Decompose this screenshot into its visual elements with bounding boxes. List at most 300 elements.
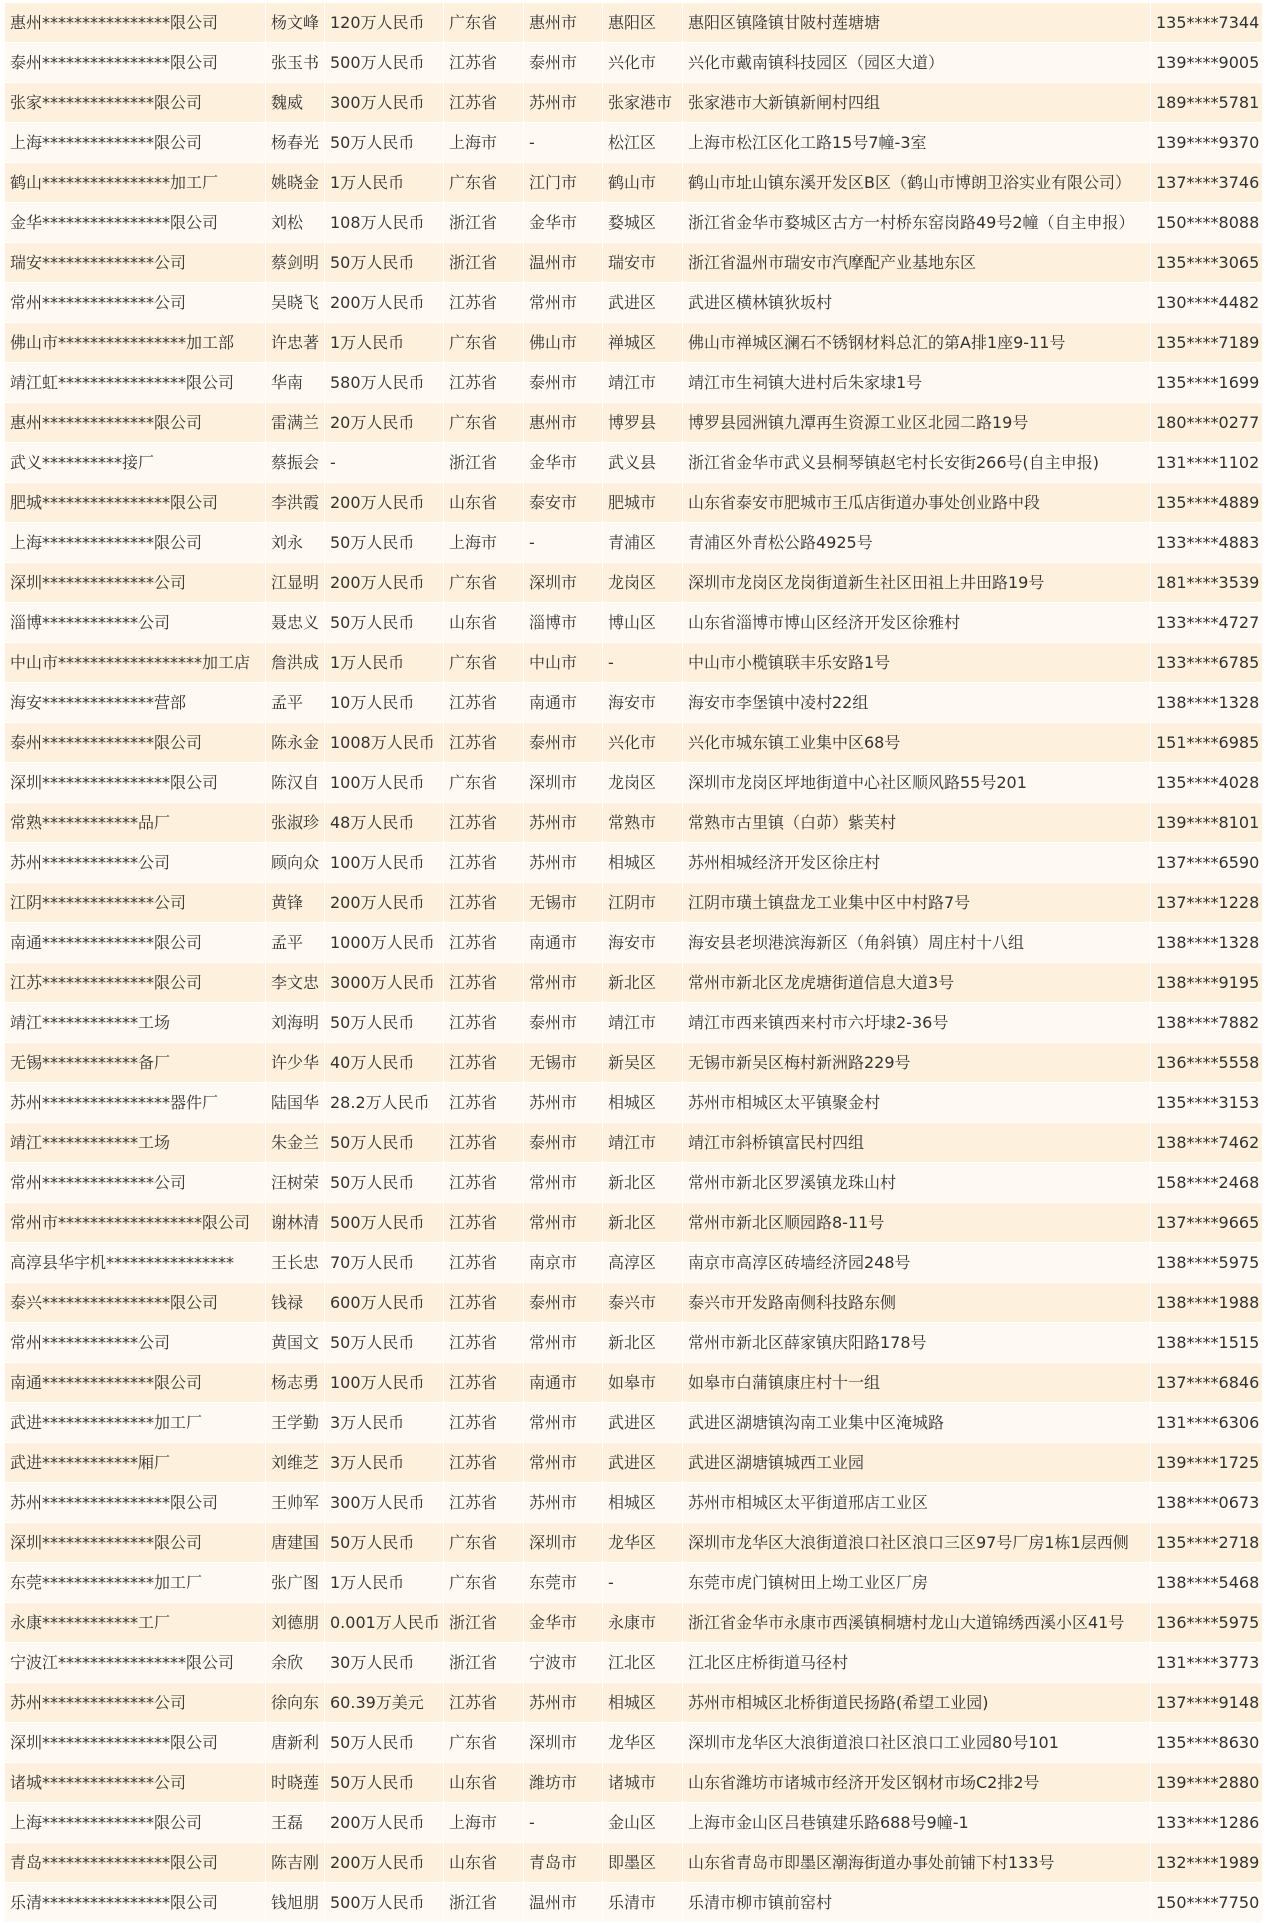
phone-cell: 133****1286 <box>1151 1803 1262 1843</box>
registered-capital-cell: 120万人民币 <box>325 3 444 43</box>
phone-cell: 139****1725 <box>1151 1443 1262 1483</box>
legal-person-cell: 江显明 <box>266 563 325 603</box>
company-name-cell: 张家**************限公司 <box>5 83 266 123</box>
legal-person-cell: 谢林清 <box>266 1203 325 1243</box>
table-row <box>5 163 1277 203</box>
city-cell: 金华市 <box>524 1603 603 1643</box>
table-row <box>5 1163 1277 1203</box>
district-cell: 新北区 <box>603 1163 683 1203</box>
table-row <box>5 1483 1277 1523</box>
legal-person-cell: 朱金兰 <box>266 1123 325 1163</box>
table-row <box>5 523 1277 563</box>
province-cell: 浙江省 <box>444 203 524 243</box>
company-name-cell: 靖江************工场 <box>5 1123 266 1163</box>
registered-capital-cell: 50万人民币 <box>325 243 444 283</box>
district-cell: 禅城区 <box>603 323 683 363</box>
registered-capital-cell: 50万人民币 <box>325 1763 444 1803</box>
city-cell: 江门市 <box>524 163 603 203</box>
address-cell: 泰兴市开发路南侧科技路东侧 <box>683 1283 1151 1323</box>
registered-capital-cell: 1000万人民币 <box>325 923 444 963</box>
registered-capital-cell: 500万人民币 <box>325 43 444 83</box>
district-cell: 江阴市 <box>603 883 683 923</box>
table-row <box>5 3 1277 43</box>
company-name-cell: 泰兴****************限公司 <box>5 1283 266 1323</box>
district-cell: 婺城区 <box>603 203 683 243</box>
district-cell: 靖江市 <box>603 363 683 403</box>
phone-cell: 139****9005 <box>1151 43 1262 83</box>
address-cell: 武进区湖塘镇沟南工业集中区淹城路 <box>683 1403 1151 1443</box>
registered-capital-cell: 100万人民币 <box>325 1363 444 1403</box>
address-cell: 苏州相城经济开发区徐庄村 <box>683 843 1151 883</box>
phone-cell: 131****1102 <box>1151 443 1262 483</box>
company-name-cell: 上海**************限公司 <box>5 123 266 163</box>
district-cell: 即墨区 <box>603 1843 683 1883</box>
phone-cell: 151****6985 <box>1151 723 1262 763</box>
address-cell: 靖江市斜桥镇富民村四组 <box>683 1123 1151 1163</box>
district-cell: 如皋市 <box>603 1363 683 1403</box>
table-row <box>5 1643 1277 1683</box>
district-cell: 相城区 <box>603 843 683 883</box>
province-cell: 广东省 <box>444 3 524 43</box>
legal-person-cell: 刘永 <box>266 523 325 563</box>
province-cell: 江苏省 <box>444 1043 524 1083</box>
legal-person-cell: 黄锋 <box>266 883 325 923</box>
phone-cell: 138****7462 <box>1151 1123 1262 1163</box>
table-row <box>5 1523 1277 1563</box>
table-row <box>5 1123 1277 1163</box>
registered-capital-cell: 500万人民币 <box>325 1203 444 1243</box>
registered-capital-cell: 300万人民币 <box>325 1483 444 1523</box>
company-table <box>5 3 1277 1923</box>
legal-person-cell: 顾向众 <box>266 843 325 883</box>
district-cell: 乐清市 <box>603 1883 683 1923</box>
company-name-cell: 金华****************限公司 <box>5 203 266 243</box>
address-cell: 苏州市相城区太平镇聚金村 <box>683 1083 1151 1123</box>
district-cell: 诸城市 <box>603 1763 683 1803</box>
company-name-cell: 乐清****************限公司 <box>5 1883 266 1923</box>
district-cell: 龙岗区 <box>603 563 683 603</box>
district-cell: 兴化市 <box>603 723 683 763</box>
district-cell: 相城区 <box>603 1683 683 1723</box>
legal-person-cell: 唐新利 <box>266 1723 325 1763</box>
table-row <box>5 923 1277 963</box>
registered-capital-cell: 30万人民币 <box>325 1643 444 1683</box>
district-cell: 靖江市 <box>603 1123 683 1163</box>
legal-person-cell: 时晓莲 <box>266 1763 325 1803</box>
province-cell: 江苏省 <box>444 1483 524 1523</box>
table-row <box>5 803 1277 843</box>
province-cell: 上海市 <box>444 123 524 163</box>
city-cell: 宁波市 <box>524 1643 603 1683</box>
province-cell: 江苏省 <box>444 843 524 883</box>
province-cell: 广东省 <box>444 763 524 803</box>
city-cell: 苏州市 <box>524 1483 603 1523</box>
province-cell: 江苏省 <box>444 363 524 403</box>
city-cell: 泰州市 <box>524 1283 603 1323</box>
address-cell: 江阴市璜土镇盘龙工业集中区中村路7号 <box>683 883 1151 923</box>
city-cell: 常州市 <box>524 1163 603 1203</box>
phone-cell: 133****4883 <box>1151 523 1262 563</box>
phone-cell: 137****6846 <box>1151 1363 1262 1403</box>
legal-person-cell: 陈汉自 <box>266 763 325 803</box>
city-cell: 常州市 <box>524 963 603 1003</box>
table-row <box>5 1363 1277 1403</box>
company-name-cell: 泰州****************限公司 <box>5 43 266 83</box>
table-row <box>5 1843 1277 1883</box>
company-name-cell: 武进************厢厂 <box>5 1443 266 1483</box>
table-row <box>5 1283 1277 1323</box>
company-name-cell: 苏州**************公司 <box>5 1683 266 1723</box>
address-cell: 海安市李堡镇中凌村22组 <box>683 683 1151 723</box>
registered-capital-cell: - <box>325 443 444 483</box>
phone-cell: 135****4889 <box>1151 483 1262 523</box>
district-cell: 龙华区 <box>603 1523 683 1563</box>
address-cell: 乐清市柳市镇前窑村 <box>683 1883 1151 1923</box>
registered-capital-cell: 1万人民币 <box>325 163 444 203</box>
address-cell: 山东省淄博市博山区经济开发区徐雅村 <box>683 603 1151 643</box>
district-cell: 靖江市 <box>603 1003 683 1043</box>
legal-person-cell: 张淑珍 <box>266 803 325 843</box>
company-name-cell: 武进**************加工厂 <box>5 1403 266 1443</box>
table-row <box>5 203 1277 243</box>
province-cell: 江苏省 <box>444 1283 524 1323</box>
registered-capital-cell: 1万人民币 <box>325 1563 444 1603</box>
legal-person-cell: 唐建国 <box>266 1523 325 1563</box>
table-row <box>5 603 1277 643</box>
registered-capital-cell: 200万人民币 <box>325 563 444 603</box>
address-cell: 上海市松江区化工路15号7幢-3室 <box>683 123 1151 163</box>
company-name-cell: 东莞**************加工厂 <box>5 1563 266 1603</box>
legal-person-cell: 孟平 <box>266 923 325 963</box>
company-name-cell: 上海**************限公司 <box>5 1803 266 1843</box>
district-cell: 肥城市 <box>603 483 683 523</box>
city-cell: 泰州市 <box>524 723 603 763</box>
registered-capital-cell: 50万人民币 <box>325 1123 444 1163</box>
address-cell: 浙江省金华市婺城区古方一村桥东窑岗路49号2幢（自主申报） <box>683 203 1151 243</box>
phone-cell: 138****1988 <box>1151 1283 1262 1323</box>
company-name-cell: 江阴**************公司 <box>5 883 266 923</box>
registered-capital-cell: 1万人民币 <box>325 643 444 683</box>
table-row <box>5 243 1277 283</box>
company-name-cell: 鹤山****************加工厂 <box>5 163 266 203</box>
phone-cell: 135****1699 <box>1151 363 1262 403</box>
phone-cell: 137****9665 <box>1151 1203 1262 1243</box>
registered-capital-cell: 1008万人民币 <box>325 723 444 763</box>
address-cell: 苏州市相城区太平街道邢店工业区 <box>683 1483 1151 1523</box>
legal-person-cell: 许忠著 <box>266 323 325 363</box>
district-cell: 武进区 <box>603 1443 683 1483</box>
address-cell: 兴化市戴南镇科技园区（园区大道） <box>683 43 1151 83</box>
registered-capital-cell: 50万人民币 <box>325 1723 444 1763</box>
registered-capital-cell: 200万人民币 <box>325 1803 444 1843</box>
district-cell: 相城区 <box>603 1483 683 1523</box>
district-cell: 相城区 <box>603 1083 683 1123</box>
company-name-cell: 深圳**************公司 <box>5 563 266 603</box>
province-cell: 浙江省 <box>444 443 524 483</box>
company-name-cell: 深圳**************限公司 <box>5 1523 266 1563</box>
phone-cell: 138****1515 <box>1151 1323 1262 1363</box>
city-cell: 深圳市 <box>524 1523 603 1563</box>
province-cell: 山东省 <box>444 1763 524 1803</box>
table-row <box>5 443 1277 483</box>
legal-person-cell: 刘海明 <box>266 1003 325 1043</box>
district-cell: 新北区 <box>603 1323 683 1363</box>
registered-capital-cell: 200万人民币 <box>325 883 444 923</box>
legal-person-cell: 陈永金 <box>266 723 325 763</box>
province-cell: 上海市 <box>444 523 524 563</box>
company-name-cell: 中山市******************加工店 <box>5 643 266 683</box>
table-row <box>5 963 1277 1003</box>
phone-cell: 131****3773 <box>1151 1643 1262 1683</box>
legal-person-cell: 张广图 <box>266 1563 325 1603</box>
phone-cell: 135****2718 <box>1151 1523 1262 1563</box>
legal-person-cell: 杨文峰 <box>266 3 325 43</box>
table-row <box>5 563 1277 603</box>
province-cell: 江苏省 <box>444 1403 524 1443</box>
city-cell: 惠州市 <box>524 3 603 43</box>
table-row <box>5 323 1277 363</box>
registered-capital-cell: 580万人民币 <box>325 363 444 403</box>
registered-capital-cell: 10万人民币 <box>325 683 444 723</box>
city-cell: - <box>524 1803 603 1843</box>
company-name-cell: 武义**********接厂 <box>5 443 266 483</box>
table-row <box>5 1883 1277 1923</box>
province-cell: 山东省 <box>444 603 524 643</box>
district-cell: 金山区 <box>603 1803 683 1843</box>
phone-cell: 130****4482 <box>1151 283 1262 323</box>
district-cell: 新吴区 <box>603 1043 683 1083</box>
phone-cell: 138****1328 <box>1151 923 1262 963</box>
province-cell: 江苏省 <box>444 1083 524 1123</box>
company-name-cell: 宁波江****************限公司 <box>5 1643 266 1683</box>
address-cell: 常州市新北区薛家镇庆阳路178号 <box>683 1323 1151 1363</box>
registered-capital-cell: 0.001万人民币 <box>325 1603 444 1643</box>
registered-capital-cell: 50万人民币 <box>325 1003 444 1043</box>
province-cell: 江苏省 <box>444 1363 524 1403</box>
legal-person-cell: 詹洪成 <box>266 643 325 683</box>
address-cell: 深圳市龙华区大浪街道浪口社区浪口工业园80号101 <box>683 1723 1151 1763</box>
province-cell: 山东省 <box>444 1843 524 1883</box>
phone-cell: 132****1989 <box>1151 1843 1262 1883</box>
table-row <box>5 1443 1277 1483</box>
city-cell: 常州市 <box>524 283 603 323</box>
address-cell: 常州市新北区龙虎塘街道信息大道3号 <box>683 963 1151 1003</box>
legal-person-cell: 钱禄 <box>266 1283 325 1323</box>
legal-person-cell: 王帅军 <box>266 1483 325 1523</box>
district-cell: 新北区 <box>603 963 683 1003</box>
province-cell: 江苏省 <box>444 683 524 723</box>
district-cell: - <box>603 643 683 683</box>
city-cell: - <box>524 523 603 563</box>
city-cell: 苏州市 <box>524 1083 603 1123</box>
phone-cell: 133****4727 <box>1151 603 1262 643</box>
city-cell: 潍坊市 <box>524 1763 603 1803</box>
address-cell: 鹤山市址山镇东溪开发区B区（鹤山市博朗卫浴实业有限公司） <box>683 163 1151 203</box>
registered-capital-cell: 3000万人民币 <box>325 963 444 1003</box>
city-cell: 苏州市 <box>524 1683 603 1723</box>
address-cell: 佛山市禅城区澜石不锈钢材料总汇的第A排1座9-11号 <box>683 323 1151 363</box>
province-cell: 江苏省 <box>444 1323 524 1363</box>
company-name-cell: 淄博************公司 <box>5 603 266 643</box>
company-name-cell: 苏州****************限公司 <box>5 1483 266 1523</box>
registered-capital-cell: 200万人民币 <box>325 1843 444 1883</box>
legal-person-cell: 李洪霞 <box>266 483 325 523</box>
table-row <box>5 1203 1277 1243</box>
legal-person-cell: 孟平 <box>266 683 325 723</box>
table-row <box>5 1323 1277 1363</box>
phone-cell: 137****9148 <box>1151 1683 1262 1723</box>
city-cell: 泰安市 <box>524 483 603 523</box>
table-row <box>5 843 1277 883</box>
district-cell: 泰兴市 <box>603 1283 683 1323</box>
province-cell: 江苏省 <box>444 1163 524 1203</box>
legal-person-cell: 吴晓飞 <box>266 283 325 323</box>
company-name-cell: 惠州****************限公司 <box>5 3 266 43</box>
legal-person-cell: 杨春光 <box>266 123 325 163</box>
legal-person-cell: 姚晓金 <box>266 163 325 203</box>
city-cell: 泰州市 <box>524 1123 603 1163</box>
province-cell: 浙江省 <box>444 243 524 283</box>
company-name-cell: 永康************工厂 <box>5 1603 266 1643</box>
registered-capital-cell: 50万人民币 <box>325 1163 444 1203</box>
district-cell: 武进区 <box>603 283 683 323</box>
registered-capital-cell: 200万人民币 <box>325 483 444 523</box>
company-name-cell: 靖江虹****************限公司 <box>5 363 266 403</box>
phone-cell: 150****7750 <box>1151 1883 1262 1923</box>
legal-person-cell: 刘松 <box>266 203 325 243</box>
table-row <box>5 1003 1277 1043</box>
address-cell: 南京市高淳区砖墙经济园248号 <box>683 1243 1151 1283</box>
company-name-cell: 常州************公司 <box>5 1323 266 1363</box>
province-cell: 广东省 <box>444 1523 524 1563</box>
table-row <box>5 723 1277 763</box>
address-cell: 山东省青岛市即墨区潮海街道办事处前铺下村133号 <box>683 1843 1151 1883</box>
phone-cell: 135****3153 <box>1151 1083 1262 1123</box>
company-name-cell: 瑞安**************公司 <box>5 243 266 283</box>
table-row <box>5 1603 1277 1643</box>
district-cell: 武进区 <box>603 1403 683 1443</box>
city-cell: 常州市 <box>524 1323 603 1363</box>
registered-capital-cell: 108万人民币 <box>325 203 444 243</box>
phone-cell: 150****8088 <box>1151 203 1262 243</box>
legal-person-cell: 蔡振会 <box>266 443 325 483</box>
address-cell: 浙江省温州市瑞安市汽摩配产业基地东区 <box>683 243 1151 283</box>
table-row <box>5 1763 1277 1803</box>
company-name-cell: 上海**************限公司 <box>5 523 266 563</box>
address-cell: 上海市金山区吕巷镇建乐路688号9幢-1 <box>683 1803 1151 1843</box>
address-cell: 东莞市虎门镇树田上坳工业区厂房 <box>683 1563 1151 1603</box>
city-cell: 常州市 <box>524 1403 603 1443</box>
city-cell: 无锡市 <box>524 883 603 923</box>
registered-capital-cell: 20万人民币 <box>325 403 444 443</box>
phone-cell: 158****2468 <box>1151 1163 1262 1203</box>
address-cell: 武进区横林镇狄坂村 <box>683 283 1151 323</box>
city-cell: 深圳市 <box>524 563 603 603</box>
address-cell: 靖江市生祠镇大进村后朱家埭1号 <box>683 363 1151 403</box>
city-cell: 中山市 <box>524 643 603 683</box>
province-cell: 江苏省 <box>444 883 524 923</box>
district-cell: 张家港市 <box>603 83 683 123</box>
phone-cell: 138****5468 <box>1151 1563 1262 1603</box>
registered-capital-cell: 1万人民币 <box>325 323 444 363</box>
legal-person-cell: 陆国华 <box>266 1083 325 1123</box>
address-cell: 江北区庄桥街道马径村 <box>683 1643 1151 1683</box>
registered-capital-cell: 50万人民币 <box>325 123 444 163</box>
registered-capital-cell: 3万人民币 <box>325 1443 444 1483</box>
district-cell: - <box>603 1563 683 1603</box>
table-row <box>5 883 1277 923</box>
city-cell: 温州市 <box>524 243 603 283</box>
table-row <box>5 1243 1277 1283</box>
city-cell: 苏州市 <box>524 83 603 123</box>
district-cell: 常熟市 <box>603 803 683 843</box>
address-cell: 常州市新北区罗溪镇龙珠山村 <box>683 1163 1151 1203</box>
legal-person-cell: 杨志勇 <box>266 1363 325 1403</box>
city-cell: 无锡市 <box>524 1043 603 1083</box>
legal-person-cell: 黄国文 <box>266 1323 325 1363</box>
company-name-cell: 苏州************公司 <box>5 843 266 883</box>
phone-cell: 138****7882 <box>1151 1003 1262 1043</box>
phone-cell: 136****5975 <box>1151 1603 1262 1643</box>
phone-cell: 137****6590 <box>1151 843 1262 883</box>
company-name-cell: 青岛****************限公司 <box>5 1843 266 1883</box>
phone-cell: 135****7344 <box>1151 3 1262 43</box>
company-name-cell: 海安**************营部 <box>5 683 266 723</box>
legal-person-cell: 徐向东 <box>266 1683 325 1723</box>
legal-person-cell: 魏威 <box>266 83 325 123</box>
city-cell: 淄博市 <box>524 603 603 643</box>
city-cell: 金华市 <box>524 443 603 483</box>
table-row <box>5 1083 1277 1123</box>
legal-person-cell: 华南 <box>266 363 325 403</box>
legal-person-cell: 汪树荣 <box>266 1163 325 1203</box>
province-cell: 浙江省 <box>444 1603 524 1643</box>
province-cell: 浙江省 <box>444 1643 524 1683</box>
legal-person-cell: 余欣 <box>266 1643 325 1683</box>
address-cell: 青浦区外青松公路4925号 <box>683 523 1151 563</box>
address-cell: 深圳市龙华区大浪街道浪口社区浪口三区97号厂房1栋1层西侧 <box>683 1523 1151 1563</box>
registered-capital-cell: 200万人民币 <box>325 283 444 323</box>
registered-capital-cell: 50万人民币 <box>325 603 444 643</box>
district-cell: 鹤山市 <box>603 163 683 203</box>
address-cell: 兴化市城东镇工业集中区68号 <box>683 723 1151 763</box>
address-cell: 深圳市龙岗区龙岗街道新生社区田祖上井田路19号 <box>683 563 1151 603</box>
address-cell: 如皋市白蒲镇康庄村十一组 <box>683 1363 1151 1403</box>
city-cell: 泰州市 <box>524 1003 603 1043</box>
province-cell: 江苏省 <box>444 83 524 123</box>
province-cell: 山东省 <box>444 483 524 523</box>
company-name-cell: 泰州**************限公司 <box>5 723 266 763</box>
registered-capital-cell: 600万人民币 <box>325 1283 444 1323</box>
company-name-cell: 深圳****************限公司 <box>5 1723 266 1763</box>
phone-cell: 137****3746 <box>1151 163 1262 203</box>
legal-person-cell: 王学勤 <box>266 1403 325 1443</box>
table-row <box>5 683 1277 723</box>
province-cell: 广东省 <box>444 1723 524 1763</box>
address-cell: 惠阳区镇隆镇甘陂村莲塘塘 <box>683 3 1151 43</box>
legal-person-cell: 许少华 <box>266 1043 325 1083</box>
registered-capital-cell: 50万人民币 <box>325 1323 444 1363</box>
province-cell: 上海市 <box>444 1803 524 1843</box>
address-cell: 苏州市相城区北桥街道民扬路(希望工业园) <box>683 1683 1151 1723</box>
table-row <box>5 483 1277 523</box>
address-cell: 常州市新北区顺园路8-11号 <box>683 1203 1151 1243</box>
district-cell: 博罗县 <box>603 403 683 443</box>
phone-cell: 139****8101 <box>1151 803 1262 843</box>
city-cell: 南通市 <box>524 1363 603 1403</box>
district-cell: 永康市 <box>603 1603 683 1643</box>
province-cell: 江苏省 <box>444 1203 524 1243</box>
